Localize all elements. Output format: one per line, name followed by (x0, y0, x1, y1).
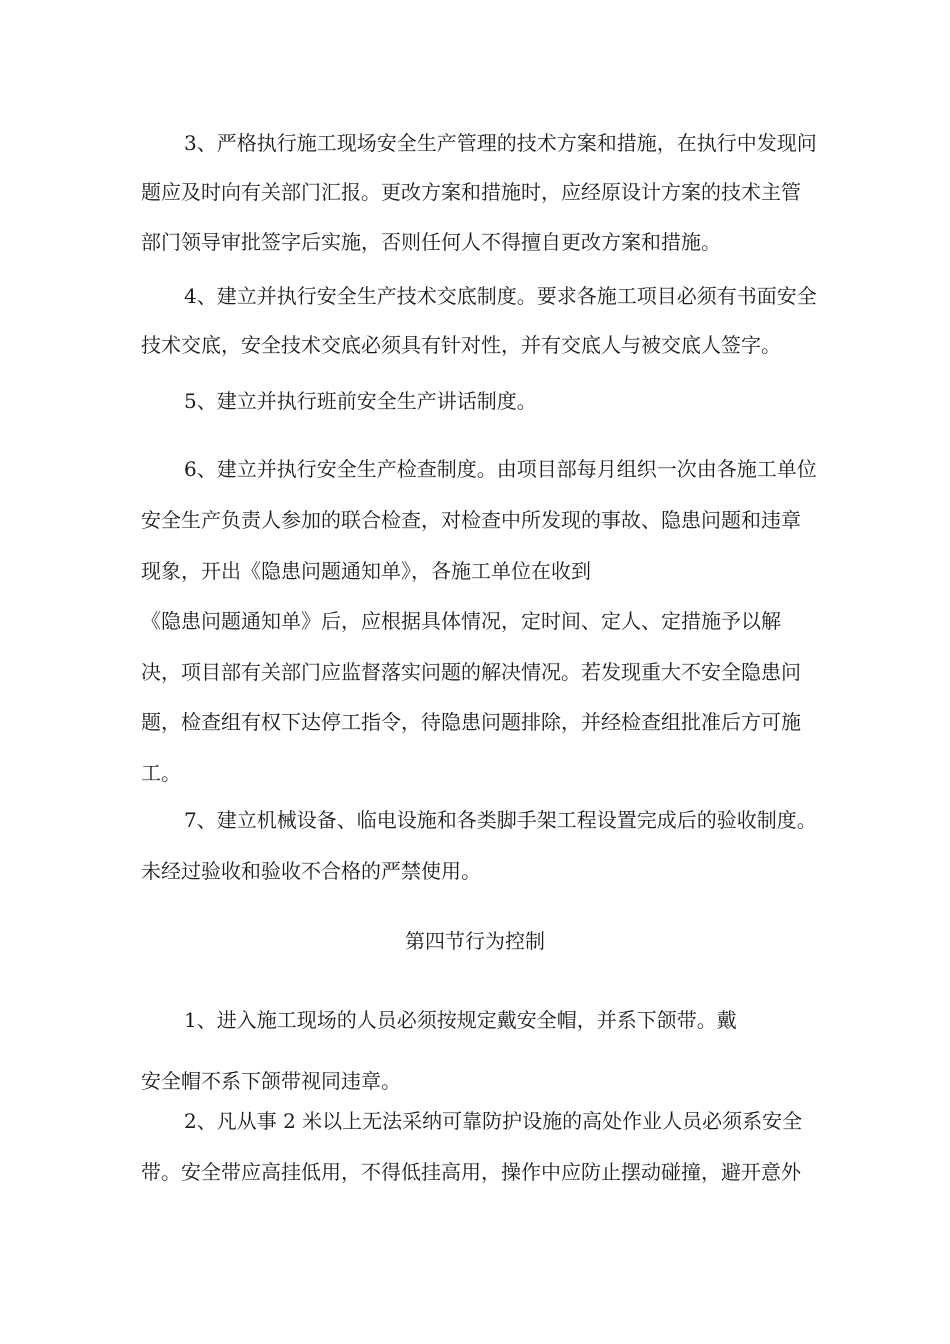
section-heading: 第四节行为控制 (405, 929, 545, 953)
paragraph-3-line-3: 部门领导审批签字后实施，否则任何人不得擅自更改方案和措施。 (141, 230, 721, 254)
paragraph-6-line-7: 工。 (141, 761, 181, 785)
paragraph-3-line-1: 3、严格执行施工现场安全生产管理的技术方案和措施，在执行中发现问 (184, 131, 817, 155)
paragraph-7-line-1: 7、建立机械设备、临电设施和各类脚手架工程设置完成后的验收制度。 (184, 808, 817, 832)
section-item-1-line-2: 安全帽不系下颌带视同违章。 (141, 1069, 401, 1093)
paragraph-6-line-4: 《隐患问题通知单》后，应根据具体情况，定时间、定人、定措施予以解 (141, 609, 781, 633)
paragraph-4-line-1: 4、建立并执行安全生产技术交底制度。要求各施工项目必须有书面安全 (184, 284, 817, 308)
paragraph-4-line-2: 技术交底，安全技术交底必须具有针对性，并有交底人与被交底人签字。 (141, 333, 781, 357)
paragraph-6-line-5: 决，项目部有关部门应监督落实问题的解决情况。若发现重大不安全隐患问 (141, 660, 801, 684)
paragraph-6-line-3: 现象，开出《隐患问题通知单》，各施工单位在收到 (141, 559, 591, 583)
paragraph-5-line-1: 5、建立并执行班前安全生产讲话制度。 (184, 389, 537, 413)
paragraph-6-line-1: 6、建立并执行安全生产检查制度。由项目部每月组织一次由各施工单位 (184, 457, 817, 481)
section-item-2-line-2: 带。安全带应高挂低用，不得低挂高用，操作中应防止摆动碰撞，避开意外 (141, 1160, 801, 1184)
paragraph-3-line-2: 题应及时向有关部门汇报。更改方案和措施时，应经原设计方案的技术主管 (141, 180, 801, 204)
paragraph-7-line-2: 未经过验收和验收不合格的严禁使用。 (141, 859, 481, 883)
paragraph-6-line-2: 安全生产负责人参加的联合检查，对检查中所发现的事故、隐患问题和违章 (141, 508, 801, 532)
section-item-2-line-1: 2、凡从事 2 米以上无法采纳可靠防护设施的高处作业人员必须系安全 (184, 1109, 803, 1133)
section-item-1-line-1: 1、进入施工现场的人员必须按规定戴安全帽，并系下颌带。戴 (184, 1008, 737, 1032)
paragraph-6-line-6: 题，检查组有权下达停工指令，待隐患问题排除，并经检查组批准后方可施 (141, 710, 801, 734)
